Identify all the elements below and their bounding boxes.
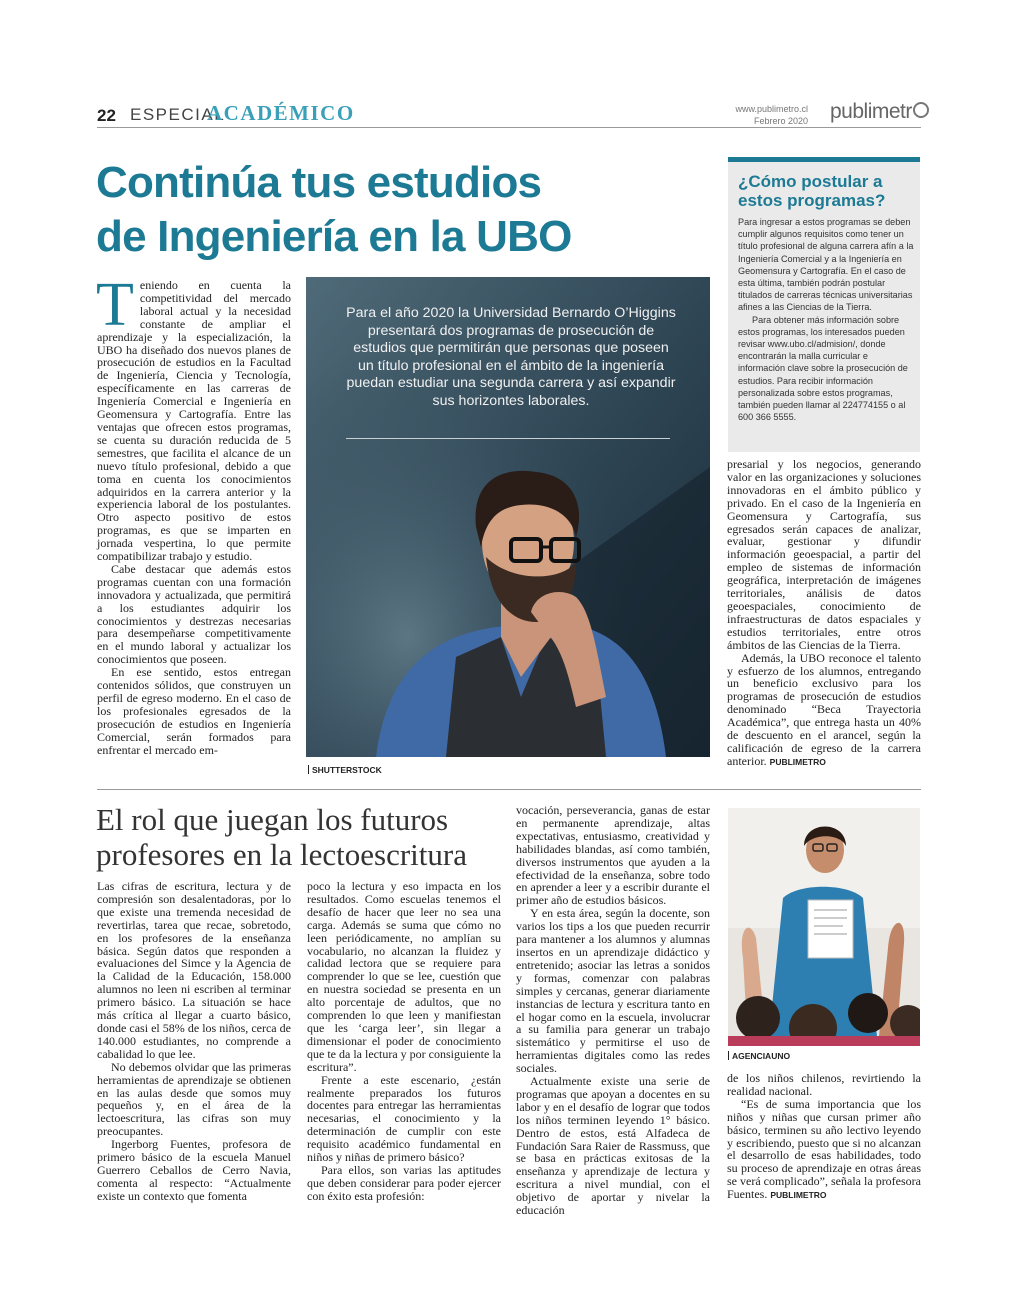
article-paragraph: vocación, perseverancia, ganas de estar en permanente aprendizaje, altas expectativas, entusiasmo, creatividad y habilidades blandas, así como también, diversos instrumentos que ayuden a la efectividad de la enseñanza, sobre todo en aprender a leer y a escribir durante el primer año de estudios básicos. [516, 803, 710, 908]
article-paragraph: Y en esta área, según la docente, son varios los tips a los que pueden recurrir para mantener a los alumnos y alumnas insertos en un aprendizaje didáctico y entretenido; asociar las letras a sonidos y formas, comenzar con palabras simples y cercanas, generar diariamente instancias de lectura y escritura tanto en el hogar como en la escuela, involucrar a su familia para generar un trabajo sistemático y permitirse el uso de herramientas digitales como las redes sociales. [516, 906, 710, 1076]
sidebar-paragraph: Para ingresar a estos programas se deben cumplir algunos requisitos como tener un título profesional de alguna carrera afín a la Ingeniería Comercial y a la Ingeniería en Geomensura y Cartografía. En el caso de esta última, también podrán postular titulados de carreras técnicas universitarias afines a las Ciencias de la Tierra. [738, 217, 914, 313]
article-paragraph: En ese sentido, estos entregan contenidos sólidos, que construyen un perfil de egreso moderno. En el caso de los profesionales egresados de la prosecución de estudios en Ingeniería Comercial, serán formados para enfrentar el mercado em- [97, 665, 291, 757]
sidebar-title: ¿Cómo postular a estos programas? [738, 172, 886, 210]
author-signature: PUBLIMETRO [769, 756, 826, 767]
page-number: 22 [97, 106, 116, 125]
article-paragraph: Ingerborg Fuentes, profesora de primero básico de la escuela Manuel Guerrero Ceballos de Cerro Navia, comenta al respecto: “Actualmente existe un contexto que fomenta [97, 1137, 291, 1203]
article-paragraph: Además, la UBO reconoce el talento y esfuerzo de los alumnos, entregando un beneficio exclusivo para los programas de prosecución de estudios denominado “Beca Trayectoria Académica”, que entrega hasta un 40% de descuento en el arancel, según la calificación de egreso de la carrera anterior. PUBLIMETRO [727, 650, 921, 768]
author-signature: PUBLIMETRO [770, 1190, 827, 1201]
caption-divider [346, 438, 670, 439]
issue-date: Febrero 2020 [753, 116, 808, 126]
sidebar-text [738, 216, 914, 423]
classroom-photo [728, 808, 920, 1046]
article-paragraph: Las cifras de escritura, lectura y de compresión son desalentadoras, por lo que existe una tremenda necesidad de revertirlas, tarea que recae, sobretodo, en los profesores de la enseñanza básica. Según datos que responden a evaluaciones del Simce y la Agencia de la Calidad de la Educación, 158.000 alumnos no leen ni escriben al terminar primero básico. La situación se hace más crítica al llegar a cuarto básico, donde casi el 58% de los niños, cerca de 140.000 estudiantes, no comprende a cabalidad lo que lee. [97, 879, 291, 1061]
article-paragraph: Teniendo en cuenta la competitividad del mercado laboral actual y la necesidad constante de ampliar el aprendizaje y la especialización, la UBO ha diseñado dos nuevos planes de prosecución de estudios en la Facultad de Ingeniería, Ciencia y Tecnología, específicamente en las carreras de Ingeniería Comercial e Ingeniería en Geomensura y Cartografía. Entre las ventajas que ofrecen estos programas, se cuenta su duración reducida de 5 semestres, que facilita el alcance de un nuevo título profesional, debido a que toma en cuenta los conocimientos adquiridos en la carrera anterior y la experiencia laboral de los postulantes. Otro aspecto positivo de estos programas, es que se imparten en jornada vespertina, lo que permite compatibilizar trabajo y estudio. [96, 271, 291, 564]
teacher-classroom-photo [728, 808, 920, 1046]
section-name: ACADÉMICO [207, 101, 355, 125]
second-article-column-2 [307, 880, 501, 1203]
article-paragraph: Para ellos, son varias las aptitudes que deben considerar para poder ejercer con éxito esta profesión: [307, 1162, 501, 1203]
article-paragraph: Frente a este escenario, ¿están realmente preparados los futuros docentes para entregar las herramientas necesarias, el conocimiento y la determinación de cumplir con este requisito académico fundamental en niños y niñas de primero básico? [307, 1072, 501, 1165]
photo-credit: AGENCIAUNO [728, 1051, 790, 1061]
main-article-column-1 [96, 271, 291, 757]
section-divider [97, 789, 921, 790]
photo-caption: Para el año 2020 la Universidad Bernardo O’Higgins presentará dos programas de prosecución de estudios que permitirán que personas que poseen un título profesional en el ámbito de la ingeniería puedan estudiar una segunda carrera y así expandir sus horizontes laborales. [346, 305, 676, 409]
globe-icon [913, 102, 929, 118]
second-article-column-4 [727, 1072, 921, 1201]
photo-credit: SHUTTERSTOCK [308, 765, 382, 775]
headline-line-2: de Ingeniería en la UBO [96, 212, 572, 261]
section-prefix: ESPECIAL [130, 105, 226, 124]
website-url: www.publimetro.cl [735, 104, 808, 114]
header-meta [700, 103, 808, 127]
main-headline [96, 156, 716, 264]
second-headline [96, 802, 506, 872]
article-paragraph: poco la lectura y eso impacta en los resultados. Como escuelas tenemos el desafío de hacer que leer no sea una carga. Además se suma que cómo no leen periódicamente, no amplían su vocabulario, no alcanzan la fluidez y calidad lectora que se requiere para comprender lo que se lee, cuestión que en nuestra sociedad se presenta en un alto porcentaje de adultos, que no comprenden lo que leen y manifiestan que les ‘carga leer’, sin llegar a dimensionar el poder de conocimiento que te da la lectura y por consiguiente la escritura”. [307, 879, 501, 1074]
drop-cap: T [96, 271, 134, 339]
second-article-column-3 [516, 804, 710, 1217]
article-paragraph: presarial y los negocios, generando valor en las organizaciones y soluciones innovadoras en el ámbito público y privado. En el caso de la Ingeniería en Geomensura y Cartografía, sus egresados serán capaces de analizar, evaluar, gestionar y difundir información geoespacial, a partir del empleo de sistemas de información geográfica, interpretación de imágenes territoriales, análisis de datos geoespaciales, conocimiento de infraestructuras de datos espaciales y estudios territoriales, entre otros ámbitos de las Ciencias de la Tierra. [727, 457, 921, 652]
brand-logo [830, 100, 929, 124]
article-paragraph: “Es de suma importancia que los niños y niñas que cursan primer año básico, terminen su año lectivo leyendo y escribiendo, puesto que si no alcanzan el desarrollo de esas habilidades, todo su proceso de aprendizaje en otras áreas se verá complicado”, señala la profesora Fuentes. PUBLIMETRO [727, 1096, 921, 1202]
article-paragraph: Actualmente existe una serie de programas que apoyan a docentes en su labor y en el desafío de lograr que todos los niños terminen leyendo 1° básico. Dentro de estos, está Alfadeca de Fundación Sara Raier de Rassmuss, que se basa en prácticas exitosas de la enseñanza y aprendizaje de lectura y escritura a nivel mundial, con el objetivo de aportar y nivelar la educación [516, 1074, 710, 1218]
article-paragraph: No debemos olvidar que las primeras herramientas de aprendizaje se obtienen en las aulas desde que somos muy pequeños y, en el área de la lectoescritura, las cifras son muy preocupantes. [97, 1059, 291, 1139]
sidebar-paragraph: Para obtener más información sobre estos programas, los interesados pueden revisar www.ubo.cl/admision/, donde encontrarán la malla curricular e información clave sobre la prosecución de estudios. Para recibir información personalizada sobre estos programas, también pueden llamar al 224774155 o al 600 366 5555. [738, 314, 908, 423]
article-paragraph: Cabe destacar que además estos programas cuentan con una formación innovadora y actualizada, que permitirá a los estudiantes adquirir los conocimientos y destrezas necesarias para desempeñarse competitivamente en el mundo laboral y actualizar los conocimientos que poseen. [97, 561, 291, 667]
header-divider [97, 127, 921, 128]
main-article-column-2 [727, 458, 921, 768]
article-paragraph: de los niños chilenos, revirtiendo la realidad nacional. [727, 1071, 921, 1098]
brand-name: publimetr [830, 100, 912, 123]
headline-line-2: profesores en la lectoescritura [96, 837, 467, 872]
headline-line-1: Continúa tus estudios [96, 158, 542, 207]
headline-line-1: El rol que juegan los futuros [96, 802, 449, 837]
second-article-column-1 [97, 880, 291, 1203]
